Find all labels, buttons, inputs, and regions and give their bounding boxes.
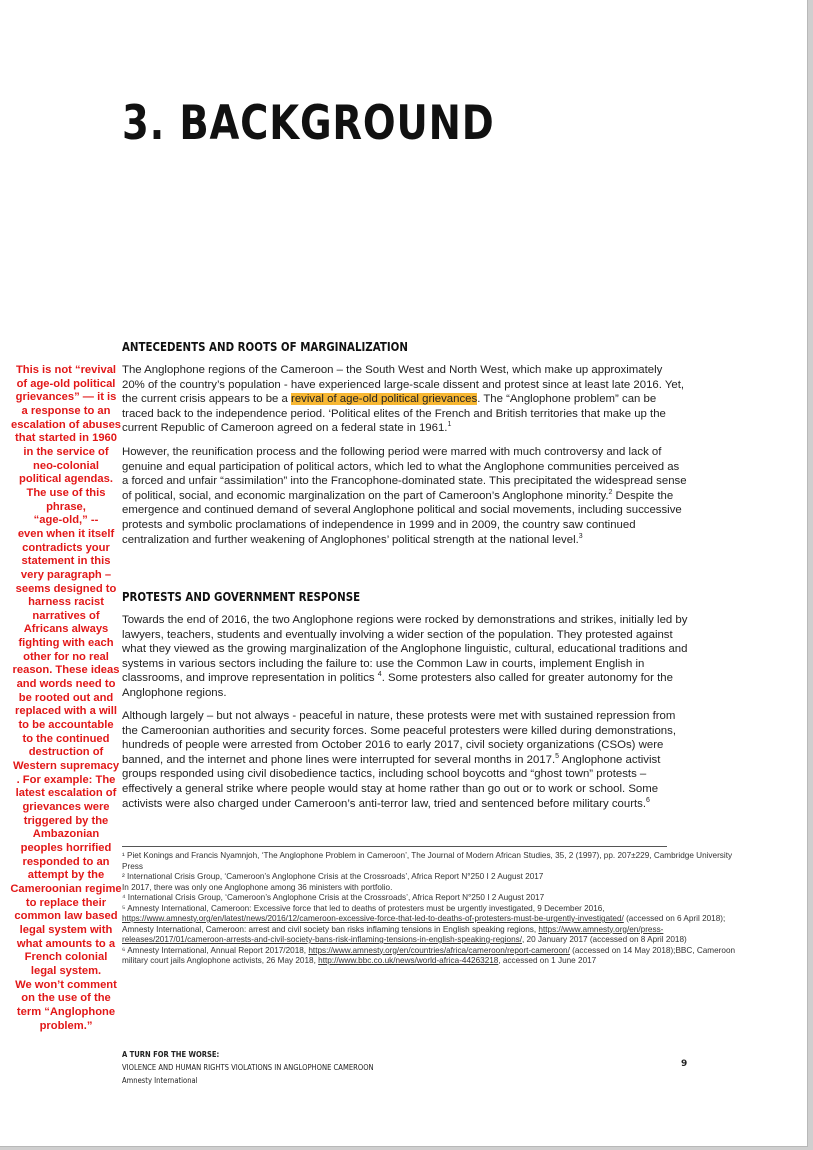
- footnotes: [122, 851, 742, 967]
- annotation-line: very paragraph –: [20, 568, 112, 581]
- text-run: Towards the end of 2016, the two Anglophone regions were rocked by demonstrations and strikes, initially led by lawyers, teachers, students and eventually involving a wider section of the population. They protested against what they viewed as the growing marginalization of the Anglophone linguistic, cultural, educational traditions and systems in various sectors including the failure to: use the Common Law in courts, implement English in classrooms, and improve representation in politics: [122, 614, 688, 685]
- footer-report-title: A TURN FOR THE WORSE:: [122, 1050, 220, 1059]
- text-run: . Some protesters also called for greater autonomy for the Anglophone regions.: [122, 672, 673, 699]
- annotation-line: to be accountable: [18, 719, 114, 732]
- annotation-line: grievances were: [22, 801, 110, 813]
- paragraph-protests-2: [122, 709, 688, 811]
- annotation-line: to replace their: [25, 896, 107, 909]
- annotation-line: Cameroonian regime: [10, 882, 122, 895]
- annotation-line: reason. These ideas: [12, 664, 120, 677]
- text-run: ⁶ Amnesty International, Annual Report 2017/2018,: [122, 945, 309, 955]
- paragraph-antecedents-2: [122, 445, 688, 547]
- footnote-link[interactable]: https://www.amnesty.org/en/press-releases/2017/01/cameroon-arrests-and-civil-society-bans-risk-inflaming-tensions-in-english-speaking-regions/: [122, 924, 664, 944]
- footnote-ref: 1: [447, 421, 452, 429]
- footnote-ref: 5: [555, 752, 560, 760]
- annotation-line: attempt by the: [27, 869, 105, 882]
- page-footer: [122, 1048, 374, 1087]
- annotation-line: This is not “revival: [15, 364, 117, 376]
- annotation-line: problem.”: [39, 1019, 93, 1032]
- text-run: , 20 January 2017 (accessed on 8 April 2018): [522, 935, 687, 944]
- section-heading-protests: PROTESTS AND GOVERNMENT RESPONSE: [122, 589, 361, 604]
- footnote-ref: 4: [377, 671, 382, 679]
- annotation-line: fighting with each: [18, 637, 114, 650]
- annotation-line: Ambazonian: [32, 828, 100, 841]
- annotation-line: seems designed to: [15, 582, 117, 595]
- annotation-line: replaced with a will: [15, 705, 117, 718]
- footnote-1: ¹ Piet Konings and Francis Nyamnjoh, ‘The Anglophone Problem in Cameroon’, The Journal of Modern African Studies, 35, 2 (1997), pp. 207±229, Cambridge University Press: [122, 851, 733, 871]
- annotation-line: even when it itself: [17, 527, 115, 540]
- annotation-line: of age-old political: [16, 377, 116, 390]
- text-run: Anglophone activist groups responded using civil disobedience tactics, including school boycotts and “ghost town” protests – effectively a general strike where people would stay at home rather than go out or to work or school. Some activists were also charged under Cameroon’s anti-terror law, tried and sentenced before military courts.: [122, 753, 661, 810]
- annotation-line: in the service of: [23, 445, 109, 458]
- annotation-line: be rooted out and: [18, 691, 114, 704]
- text-run: The Anglophone regions of the Cameroon – the South West and North West, which make up approximately 20% of the country’s population - have experienced large-scale dissent and protest since at least late 2016. Yet, the current crisis appears to be a: [122, 364, 685, 406]
- annotation-line: contradicts your: [22, 541, 110, 554]
- annotation-line: We won’t comment: [15, 978, 117, 991]
- annotation-line: Western supremacy: [12, 760, 120, 773]
- text-run: ⁵ Amnesty International, Cameroon: Excessive force that led to deaths of protesters must be urgently investigated, 9 December 2016,: [122, 903, 605, 913]
- annotation-line: that started in 1960: [15, 432, 117, 445]
- footnote-divider: [122, 846, 667, 847]
- annotation-line: grievances” — it is: [15, 391, 117, 404]
- annotation-line: French colonial: [24, 951, 108, 964]
- text-run: . The “Anglophone problem” can be traced back to the independence period. ‘Political elites of the French and British territories that make up the current Republic of Cameroon agreed on a federal state in 1961.: [122, 393, 666, 435]
- footnote-ref: 2: [608, 488, 613, 496]
- annotation-line: Africans always: [23, 623, 109, 636]
- text-run: (accessed on 6 April 2018); Amnesty International, Cameroon: arrest and civil society ban risks inflaming tensions in English speaking regions,: [122, 914, 726, 934]
- annotation-line: other for no real: [23, 650, 109, 663]
- annotation-line: term “Anglophone: [16, 1005, 116, 1018]
- footnote-ref: 3: [578, 532, 583, 540]
- annotation-line: neo-colonial: [33, 459, 99, 472]
- annotation-line: on the use of the: [21, 992, 111, 1005]
- annotation-line: statement in this: [21, 555, 111, 568]
- annotation-line: latest escalation of: [15, 787, 117, 800]
- annotation-line: “age-old,” --: [33, 514, 99, 527]
- annotation-line: to the continued: [22, 732, 110, 745]
- footnote-5: [122, 904, 742, 946]
- annotation-line: phrase,: [46, 500, 86, 513]
- annotation-line: escalation of abuses: [10, 418, 122, 431]
- footer-report-subtitle: VIOLENCE AND HUMAN RIGHTS VIOLATIONS IN ANGLOPHONE CAMEROON: [122, 1063, 374, 1072]
- annotation-line: legal system with: [19, 923, 113, 936]
- page-number: 9: [681, 1059, 688, 1069]
- margin-annotation: [9, 364, 123, 1033]
- text-run: Despite the emergence and continued demand of several Anglophone political and social movements, including successive protests and symbolic proclamations of independence in 1999 and in 2009, the country saw continued centralization and further weakening of Anglophones’ political strength at the national level.: [122, 489, 682, 546]
- footnote-ref: 6: [646, 796, 650, 804]
- annotation-line: harness racist: [28, 596, 104, 609]
- annotation-line: legal system.: [30, 964, 102, 977]
- footnote-link[interactable]: https://www.amnesty.org/en/countries/africa/cameroon/report-cameroon/: [308, 945, 570, 955]
- highlighted-phrase: revival of age-old political grievances: [291, 393, 478, 406]
- annotation-line: peoples horrified: [20, 841, 112, 854]
- annotation-line: The use of this: [26, 486, 106, 499]
- annotation-line: . For example: The: [16, 773, 116, 786]
- annotation-line: a response to an: [21, 404, 111, 417]
- annotation-line: common law based: [14, 910, 118, 923]
- paragraph-antecedents-1: [122, 363, 688, 436]
- footnote-2: ² International Crisis Group, ‘Cameroon’s Anglophone Crisis at the Crossroads’, Africa Report N°250 I 2 August 2017: [122, 872, 544, 881]
- footnote-6: [122, 946, 742, 967]
- text-run: (accessed on 14 May 2018);BBC, Cameroon military court jails Anglophone activists, 26 May 2018,: [122, 945, 736, 965]
- text-run: However, the reunification process and the following period were marred with much controversy and lack of genuine and equal participation of political actors, which led to what the Anglophone communities perceived as a forced and unfair “assimilation” into the Francophone-dominated state. This precipitated the widespread sense of political, social, and economic marginalization on the part of Cameroon’s Anglophone minority.: [122, 446, 687, 502]
- annotation-line: responded to an: [22, 855, 110, 868]
- footer-organization: Amnesty International: [122, 1076, 198, 1085]
- annotation-line: triggered by the: [23, 814, 109, 827]
- footnote-link[interactable]: https://www.amnesty.org/en/latest/news/2016/12/cameroon-excessive-force-that-led-to-deaths-of-protesters-must-be-urgently-investigated/: [122, 914, 624, 923]
- annotation-line: political agendas.: [19, 473, 113, 486]
- text-run: Although largely – but not always - peaceful in nature, these protests were met with sustained repression from the Cameroonian authorities and security forces. Some peaceful protesters were killed during demonstrations, hundreds of people were arrested from October 2016 to early 2017, civil society organizations (CSOs) were banned, and the internet and phone lines were interrupted for several months in 2017.: [122, 710, 676, 766]
- paragraph-protests-1: [122, 613, 688, 701]
- annotation-line: what amounts to a: [16, 937, 116, 950]
- page-title: 3. BACKGROUND: [122, 96, 495, 151]
- annotation-line: destruction of: [28, 746, 104, 759]
- footnote-link[interactable]: http://www.bbc.co.uk/news/world-africa-44263218: [318, 956, 499, 965]
- annotation-line: narratives of: [32, 609, 100, 622]
- footnote-3: In 2017, there was only one Anglophone among 36 ministers with portfolio.: [122, 882, 393, 892]
- annotation-line: and words need to: [16, 678, 116, 691]
- footnote-4: ⁴ International Crisis Group, ‘Cameroon’s Anglophone Crisis at the Crossroads’, Africa Report N°250 I 2 August 2017: [122, 893, 545, 902]
- text-run: , accessed on 1 June 2017: [498, 956, 597, 965]
- section-heading-antecedents: ANTECEDENTS AND ROOTS OF MARGINALIZATION: [122, 339, 408, 354]
